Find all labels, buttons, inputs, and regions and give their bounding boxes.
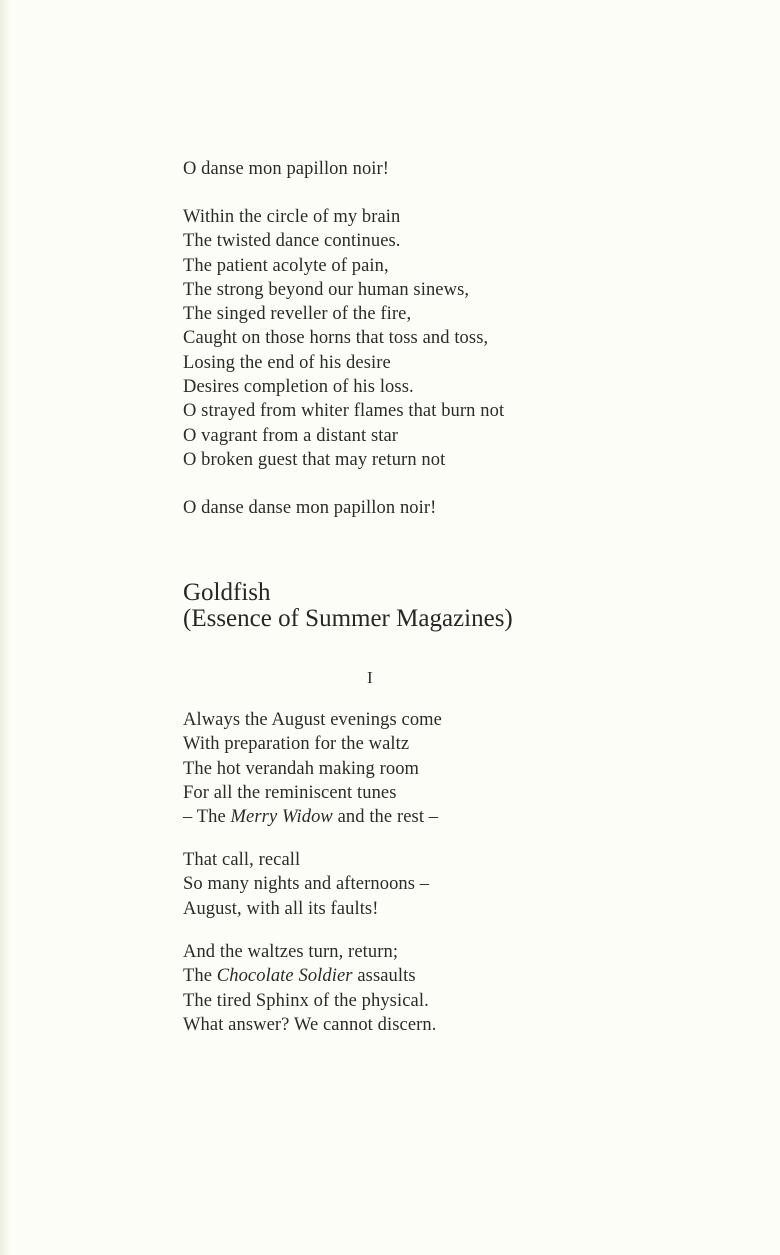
poem-line: Desires completion of his loss. — [183, 377, 414, 398]
poem-line: The patient acolyte of pain, — [183, 255, 389, 276]
poem-title-subtitle: (Essence of Summer Magazines) — [183, 605, 513, 632]
poem-line: And the waltzes turn, return; — [183, 942, 399, 962]
line-text: – The — [183, 807, 231, 828]
goldfish-stanza-3 — [183, 940, 436, 1037]
poem-line: So many nights and afternoons – — [183, 874, 430, 895]
poem-line: August, with all its faults! — [183, 898, 379, 919]
main-stanza — [183, 205, 504, 472]
page-gutter-shadow — [0, 0, 10, 1255]
line-text: The — [183, 966, 217, 987]
poem-line — [183, 805, 442, 829]
poem-line: With preparation for the waltz — [183, 734, 410, 755]
italic-title: Chocolate Soldier — [216, 966, 353, 987]
section-number: I — [367, 668, 373, 687]
poem-line: The twisted dance continues. — [183, 231, 401, 252]
poem-line: O broken guest that may return not — [183, 449, 446, 470]
poem-line: The strong beyond our human sinews, — [183, 279, 470, 300]
poem-line: O vagrant from a distant star — [183, 425, 399, 446]
poem-line: The hot verandah making room — [183, 758, 420, 779]
poem-line: Always the August evenings come — [183, 710, 442, 730]
poem-line: What answer? We cannot discern. — [183, 1014, 437, 1035]
poem-line: O danse mon papillon noir! — [183, 159, 390, 179]
italic-title: Merry Widow — [230, 807, 333, 828]
line-text: and the rest – — [332, 807, 439, 828]
refrain-stanza-2 — [183, 496, 436, 520]
poem-line: The tired Sphinx of the physical. — [183, 990, 429, 1011]
poem-line: That call, recall — [183, 850, 301, 870]
poem-line: O strayed from whiter flames that burn not — [183, 401, 505, 422]
poem-line — [183, 964, 436, 988]
poem-title — [183, 580, 513, 632]
poem-title-main: Goldfish — [183, 579, 271, 606]
poem-line: O danse danse mon papillon noir! — [183, 498, 437, 518]
poem-line: Losing the end of his desire — [183, 352, 391, 373]
poem-line: The singed reveller of the fire, — [183, 304, 412, 325]
poem-line: Within the circle of my brain — [183, 207, 401, 227]
goldfish-stanza-2 — [183, 848, 429, 921]
refrain-stanza-1 — [183, 157, 389, 181]
poem-line: Caught on those horns that toss and toss, — [183, 328, 489, 349]
goldfish-stanza-1 — [183, 708, 442, 829]
line-text: assaults — [352, 966, 416, 987]
poem-line: For all the reminiscent tunes — [183, 782, 397, 803]
